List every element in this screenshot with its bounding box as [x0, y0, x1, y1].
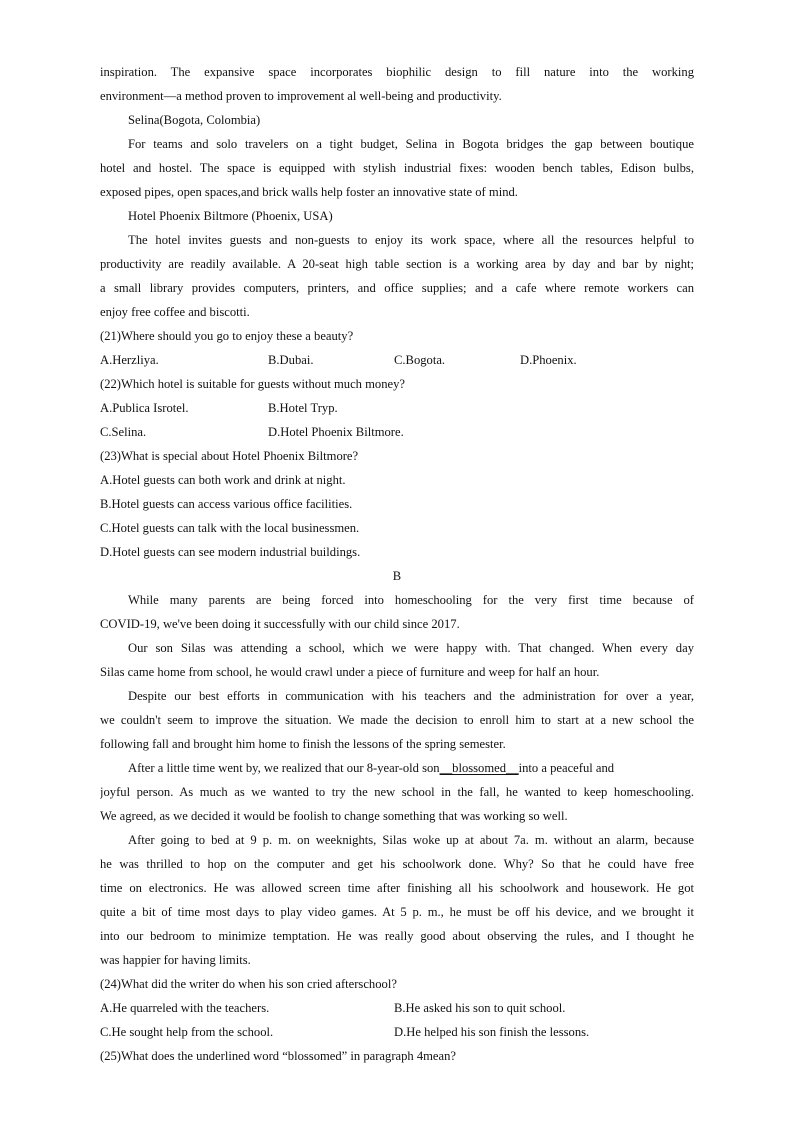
question-23: (23)What is special about Hotel Phoenix Biltmore? — [100, 449, 359, 463]
paragraph-line: hotel and hostel. The space is equipped with stylish industrial fixes: wooden bench tables, Edison bulbs, — [100, 161, 694, 175]
q22-options-row1 — [100, 396, 694, 420]
paragraph-line: Silas came home from school, he would crawl under a piece of furniture and weep for half an hour. — [100, 665, 600, 679]
paragraph-line: joyful person. As much as we wanted to try the new school in the fall, he wanted to keep homeschooling. — [100, 785, 694, 799]
q22-option-c[interactable]: C.Selina. — [100, 425, 147, 439]
question-21: (21)Where should you go to enjoy these a beauty? — [100, 329, 354, 343]
paragraph-line: We agreed, as we decided it would be foolish to change something that was working so well. — [100, 809, 568, 823]
paragraph-line: Despite our best efforts in communication with his teachers and the administration for over a year, — [128, 689, 694, 703]
q24-option-c[interactable]: C.He sought help from the school. — [100, 1025, 274, 1039]
underlined-word-blossomed: __blossomed__ — [439, 761, 519, 775]
q22-options-row2 — [100, 420, 694, 444]
paragraph-line: productivity are readily available. A 20-seat high table section is a working area by day and bar by night; — [100, 257, 694, 271]
q24-options-row1 — [100, 996, 694, 1020]
q21-options — [100, 348, 694, 372]
document-page — [100, 60, 694, 1068]
q21-option-b[interactable]: B.Dubai. — [268, 353, 314, 367]
paragraph-line: we couldn't seem to improve the situation. We made the decision to enroll him to start at a new school the — [100, 713, 694, 727]
paragraph-line: environment—a method proven to improvement al well-being and productivity. — [100, 89, 502, 103]
paragraph-line: The hotel invites guests and non-guests to enjoy its work space, where all the resources helpful to — [128, 233, 694, 247]
paragraph-line: into our bedroom to minimize temptation. He was really good about observing the rules, and I thought he — [100, 929, 694, 943]
question-24: (24)What did the writer do when his son cried afterschool? — [100, 977, 397, 991]
paragraph-line: following fall and brought him home to finish the lessons of the spring semester. — [100, 737, 506, 751]
q21-option-d[interactable]: D.Phoenix. — [520, 353, 577, 367]
paragraph-line: For teams and solo travelers on a tight budget, Selina in Bogota bridges the gap between boutique — [128, 137, 694, 151]
q22-option-d[interactable]: D.Hotel Phoenix Biltmore. — [268, 425, 404, 439]
paragraph-line: enjoy free coffee and biscotti. — [100, 305, 250, 319]
paragraph-line-underlined: After a little time went by, we realized that our 8-year-old son__blossomed__into a peaceful and — [128, 761, 615, 775]
question-25: (25)What does the underlined word “blossomed” in paragraph 4mean? — [100, 1049, 457, 1063]
q24-option-a[interactable]: A.He quarreled with the teachers. — [100, 1001, 270, 1015]
paragraph-line: While many parents are being forced into homeschooling for the very first time because of — [128, 593, 694, 607]
q23-option-b[interactable]: B.Hotel guests can access various office facilities. — [100, 497, 353, 511]
paragraph-line: inspiration. The expansive space incorporates biophilic design to fill nature into the working — [100, 65, 694, 79]
paragraph-line: Our son Silas was attending a school, which we were happy with. That changed. When every day — [128, 641, 694, 655]
q21-option-a[interactable]: A.Herzliya. — [100, 353, 159, 367]
q23-option-d[interactable]: D.Hotel guests can see modern industrial buildings. — [100, 545, 361, 559]
section-heading-b: B — [392, 569, 402, 583]
q22-option-a[interactable]: A.Publica Isrotel. — [100, 401, 189, 415]
paragraph-line: COVID-19, we've been doing it successfully with our child since 2017. — [100, 617, 460, 631]
q21-option-c[interactable]: C.Bogota. — [394, 353, 446, 367]
q22-option-b[interactable]: B.Hotel Tryp. — [268, 401, 338, 415]
q24-option-d[interactable]: D.He helped his son finish the lessons. — [394, 1025, 590, 1039]
paragraph-line: After going to bed at 9 p. m. on weeknights, Silas woke up at about 7a. m. without an alarm, because — [128, 833, 694, 847]
question-22: (22)Which hotel is suitable for guests without much money? — [100, 377, 405, 391]
paragraph-line: quite a bit of time most days to play video games. At 5 p. m., he must be off his device, and we brought it — [100, 905, 694, 919]
q24-option-b[interactable]: B.He asked his son to quit school. — [394, 1001, 566, 1015]
paragraph-line: time on electronics. He was allowed screen time after finishing all his schoolwork and housework. He got — [100, 881, 694, 895]
q24-options-row2 — [100, 1020, 694, 1044]
paragraph-line: was happier for having limits. — [100, 953, 251, 967]
hotel-heading-selina: Selina(Bogota, Colombia) — [128, 113, 261, 127]
paragraph-line: he was thrilled to hop on the computer and get his schoolwork done. Why? So that he could have free — [100, 857, 694, 871]
paragraph-line: a small library provides computers, printers, and office supplies; and a cafe where remote workers can — [100, 281, 694, 295]
q23-option-a[interactable]: A.Hotel guests can both work and drink at night. — [100, 473, 346, 487]
paragraph-line: exposed pipes, open spaces,and brick walls help foster an innovative state of mind. — [100, 185, 518, 199]
hotel-heading-phoenix: Hotel Phoenix Biltmore (Phoenix, USA) — [128, 209, 333, 223]
q23-option-c[interactable]: C.Hotel guests can talk with the local businessmen. — [100, 521, 360, 535]
